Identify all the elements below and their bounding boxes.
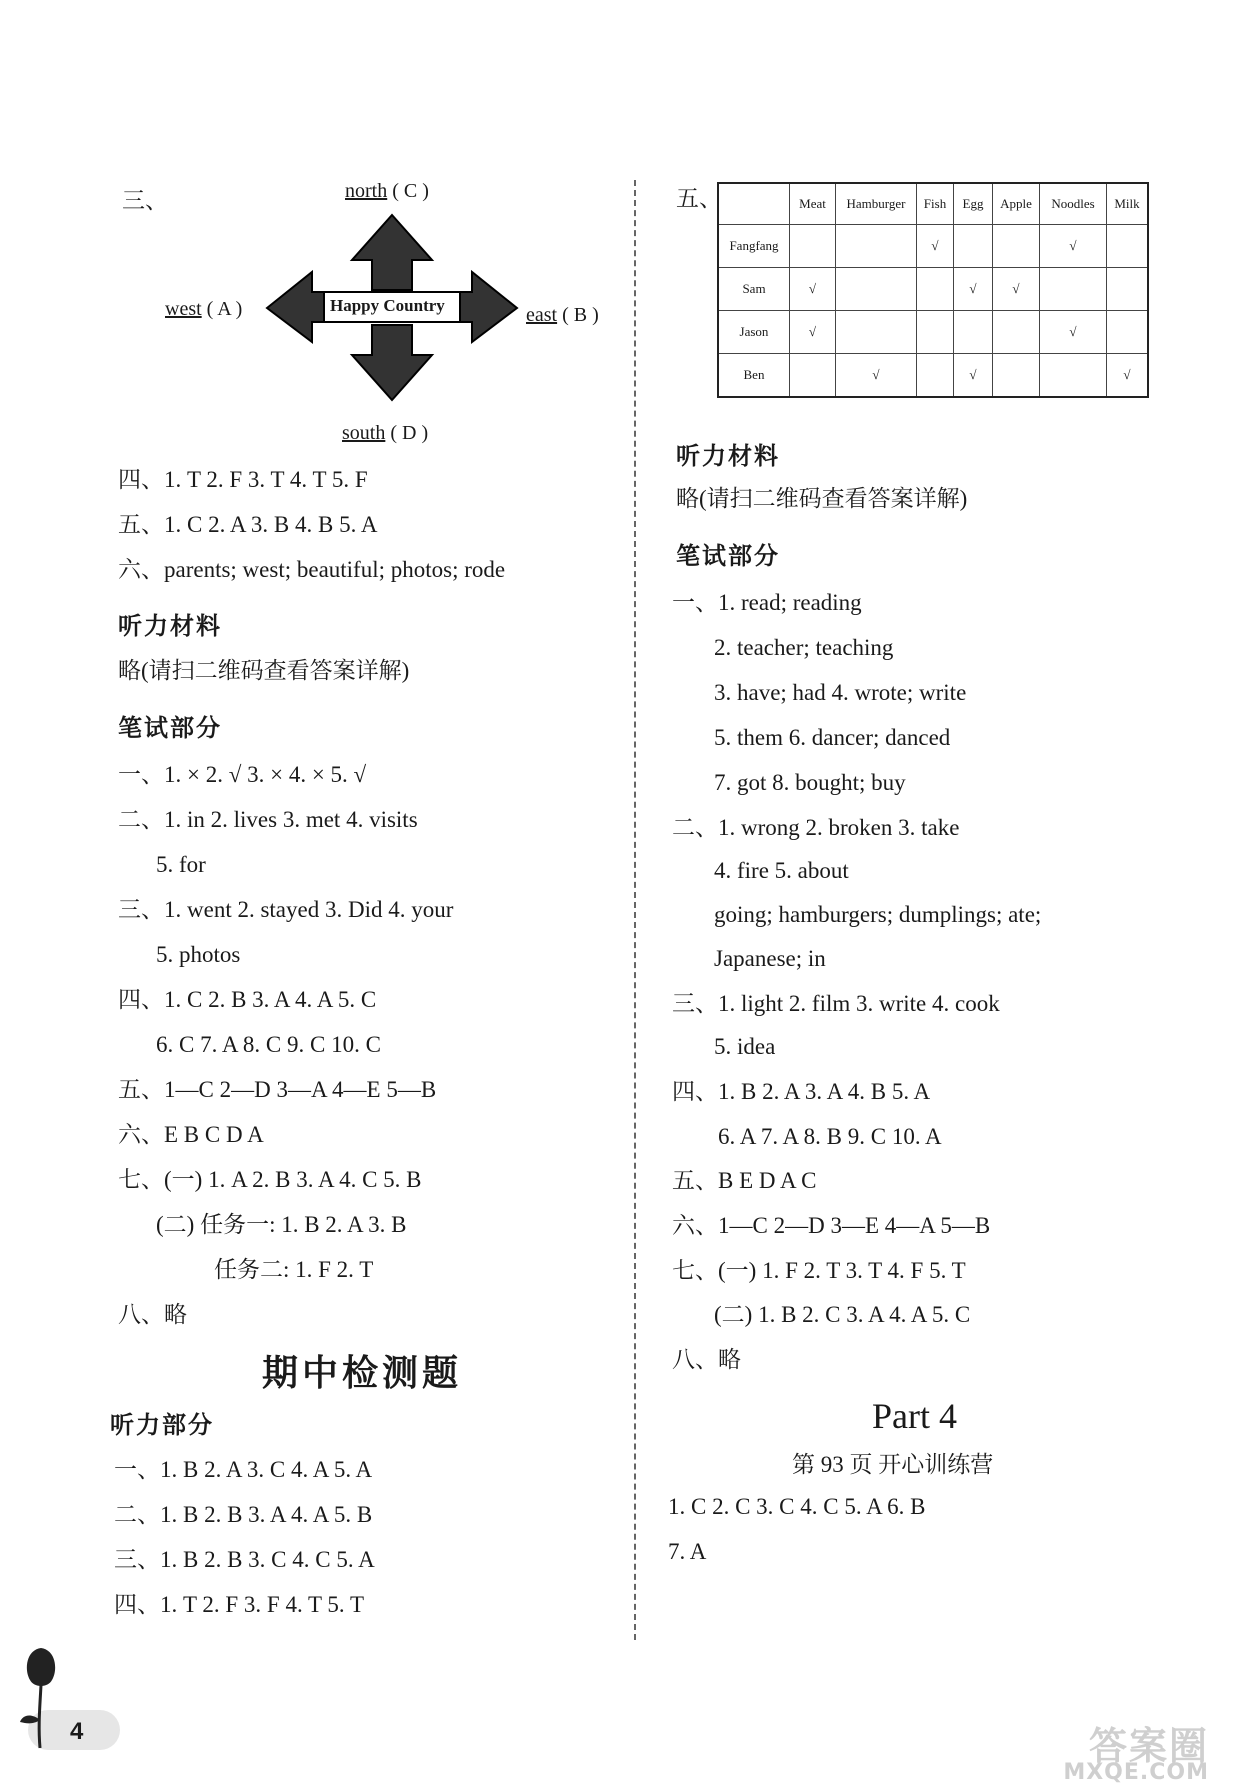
east-label [526, 304, 599, 327]
west-answer: ( A ) [206, 298, 243, 320]
table-header-cell: Meat [790, 183, 836, 225]
table-header-cell: Milk [1107, 183, 1149, 225]
table-cell [1107, 268, 1149, 311]
table-header-cell: Noodles [1040, 183, 1107, 225]
rose-icon [16, 1640, 66, 1750]
table-cell [917, 268, 954, 311]
part-4-title: Part 4 [872, 1396, 957, 1436]
west-label [165, 298, 242, 321]
answer-line: 6. A 7. A 8. B 9. C 10. A [718, 1124, 942, 1149]
table-cell [917, 354, 954, 398]
midterm-title: 期中检测题 [262, 1353, 463, 1394]
answer-line: 6. C 7. A 8. C 9. C 10. C [156, 1032, 381, 1057]
answer-line: 四、1. T 2. F 3. T 4. T 5. F [118, 467, 368, 492]
table-header-cell: Fish [917, 183, 954, 225]
section-5-label: 五、 [676, 186, 722, 211]
answer-line: 5. for [156, 852, 206, 877]
compass-center-label: Happy Country [330, 296, 445, 315]
south-arrow-shape [352, 325, 432, 400]
north-arrow-shape [352, 215, 432, 290]
table-cell: √ [836, 354, 917, 398]
table-row [718, 311, 1148, 354]
table-row [718, 225, 1148, 268]
table-cell: √ [1107, 354, 1149, 398]
answer-line: 四、1. T 2. F 3. F 4. T 5. T [114, 1592, 365, 1617]
answer-line: 一、1. × 2. √ 3. × 4. × 5. √ [118, 762, 367, 787]
east-answer: ( B ) [562, 304, 599, 326]
answer-line: 5. idea [714, 1034, 776, 1059]
row-name: Sam [718, 268, 790, 311]
south-label [342, 422, 428, 445]
table-cell [917, 311, 954, 354]
table-row [718, 354, 1148, 398]
row-name: Jason [718, 311, 790, 354]
south-answer: ( D ) [390, 422, 429, 444]
answer-line: 八、略 [672, 1347, 741, 1372]
north-word: north [345, 180, 388, 202]
listening-part-heading: 听力部分 [110, 1411, 214, 1439]
table-cell: √ [1040, 311, 1107, 354]
table-cell [790, 225, 836, 268]
table-header-cell: Apple [993, 183, 1040, 225]
answer-line: 五、1—C 2—D 3—A 4—E 5—B [118, 1077, 437, 1102]
answer-line: 六、parents; west; beautiful; photos; rode [118, 557, 506, 582]
section-3-label: 三、 [122, 188, 168, 213]
watermark-logo: 答案圈 [1088, 1724, 1209, 1768]
watermark-url: MXQE.COM [1063, 1760, 1209, 1785]
south-word: south [342, 422, 386, 444]
north-label [345, 180, 429, 203]
answer-line: 四、1. C 2. B 3. A 4. A 5. C [118, 987, 377, 1012]
written-heading: 笔试部分 [118, 714, 222, 742]
table-cell [790, 354, 836, 398]
answer-line: 7. got 8. bought; buy [714, 770, 906, 795]
table-cell [993, 311, 1040, 354]
west-arrow-shape [267, 272, 327, 342]
table-row [718, 268, 1148, 311]
answer-line: 三、1. light 2. film 3. write 4. cook [672, 991, 1000, 1016]
east-word: east [526, 304, 558, 326]
table-cell [993, 354, 1040, 398]
table-cell [836, 311, 917, 354]
table-cell: √ [917, 225, 954, 268]
west-word: west [165, 298, 202, 320]
listening-note: 略(请扫二维码查看答案详解) [118, 658, 410, 683]
answer-line: (二) 1. B 2. C 3. A 4. A 5. C [714, 1302, 971, 1327]
answer-line: 7. A [668, 1539, 707, 1564]
answer-line: 任务二: 1. F 2. T [214, 1257, 374, 1282]
table-header-cell: Egg [954, 183, 993, 225]
row-name: Ben [718, 354, 790, 398]
table-cell [1040, 268, 1107, 311]
answer-line: 七、(一) 1. F 2. T 3. T 4. F 5. T [672, 1258, 966, 1283]
table-cell: √ [790, 268, 836, 311]
table-cell: √ [954, 268, 993, 311]
answer-line: Japanese; in [714, 946, 826, 971]
row-name: Fangfang [718, 225, 790, 268]
answer-line: 七、(一) 1. A 2. B 3. A 4. C 5. B [118, 1167, 422, 1192]
answer-line: 3. have; had 4. wrote; write [714, 680, 967, 705]
answer-line: 三、1. B 2. B 3. C 4. C 5. A [114, 1547, 375, 1572]
table-cell: √ [790, 311, 836, 354]
answer-line: 一、1. B 2. A 3. C 4. A 5. A [114, 1457, 373, 1482]
table-cell: √ [993, 268, 1040, 311]
answer-line: 5. photos [156, 942, 241, 967]
column-divider [634, 180, 636, 1640]
table-cell: √ [954, 354, 993, 398]
answer-line: 六、E B C D A [118, 1122, 264, 1147]
east-arrow-shape [457, 272, 517, 342]
table-cell [836, 268, 917, 311]
food-table [717, 182, 1149, 398]
answer-line: 5. them 6. dancer; danced [714, 725, 951, 750]
table-cell [836, 225, 917, 268]
table-header-row [718, 183, 1148, 225]
answer-line: going; hamburgers; dumplings; ate; [714, 902, 1042, 927]
table-header-cell [718, 183, 790, 225]
table-cell [993, 225, 1040, 268]
table-header-cell: Hamburger [836, 183, 917, 225]
right-listening-heading: 听力材料 [676, 442, 780, 470]
listening-heading: 听力材料 [118, 612, 222, 640]
page-93-reference: 第 93 页 开心训练营 [792, 1452, 994, 1477]
answer-line: 四、1. B 2. A 3. A 4. B 5. A [672, 1079, 931, 1104]
table-cell [954, 225, 993, 268]
answer-line: 一、1. read; reading [672, 590, 862, 615]
answer-line: 三、1. went 2. stayed 3. Did 4. your [118, 897, 454, 922]
answer-line: 4. fire 5. about [714, 858, 849, 883]
answer-line: 八、略 [118, 1302, 187, 1327]
right-listening-note: 略(请扫二维码查看答案详解) [676, 486, 968, 511]
right-written-heading: 笔试部分 [676, 542, 780, 570]
answer-line: 二、1. in 2. lives 3. met 4. visits [118, 807, 418, 832]
page-number: 4 [70, 1718, 84, 1745]
table-cell [954, 311, 993, 354]
table-cell [1040, 354, 1107, 398]
answer-line: 二、1. B 2. B 3. A 4. A 5. B [114, 1502, 373, 1527]
answer-line: (二) 任务一: 1. B 2. A 3. B [156, 1212, 407, 1237]
answer-line: 二、1. wrong 2. broken 3. take [672, 815, 960, 840]
table-cell: √ [1040, 225, 1107, 268]
answer-line: 1. C 2. C 3. C 4. C 5. A 6. B [668, 1494, 926, 1519]
table-cell [1107, 311, 1149, 354]
answer-line: 五、B E D A C [672, 1168, 817, 1193]
answer-line: 2. teacher; teaching [714, 635, 894, 660]
answer-line: 五、1. C 2. A 3. B 4. B 5. A [118, 512, 378, 537]
table-cell [1107, 225, 1149, 268]
north-answer: ( C ) [392, 180, 429, 202]
answer-line: 六、1—C 2—D 3—E 4—A 5—B [672, 1213, 991, 1238]
